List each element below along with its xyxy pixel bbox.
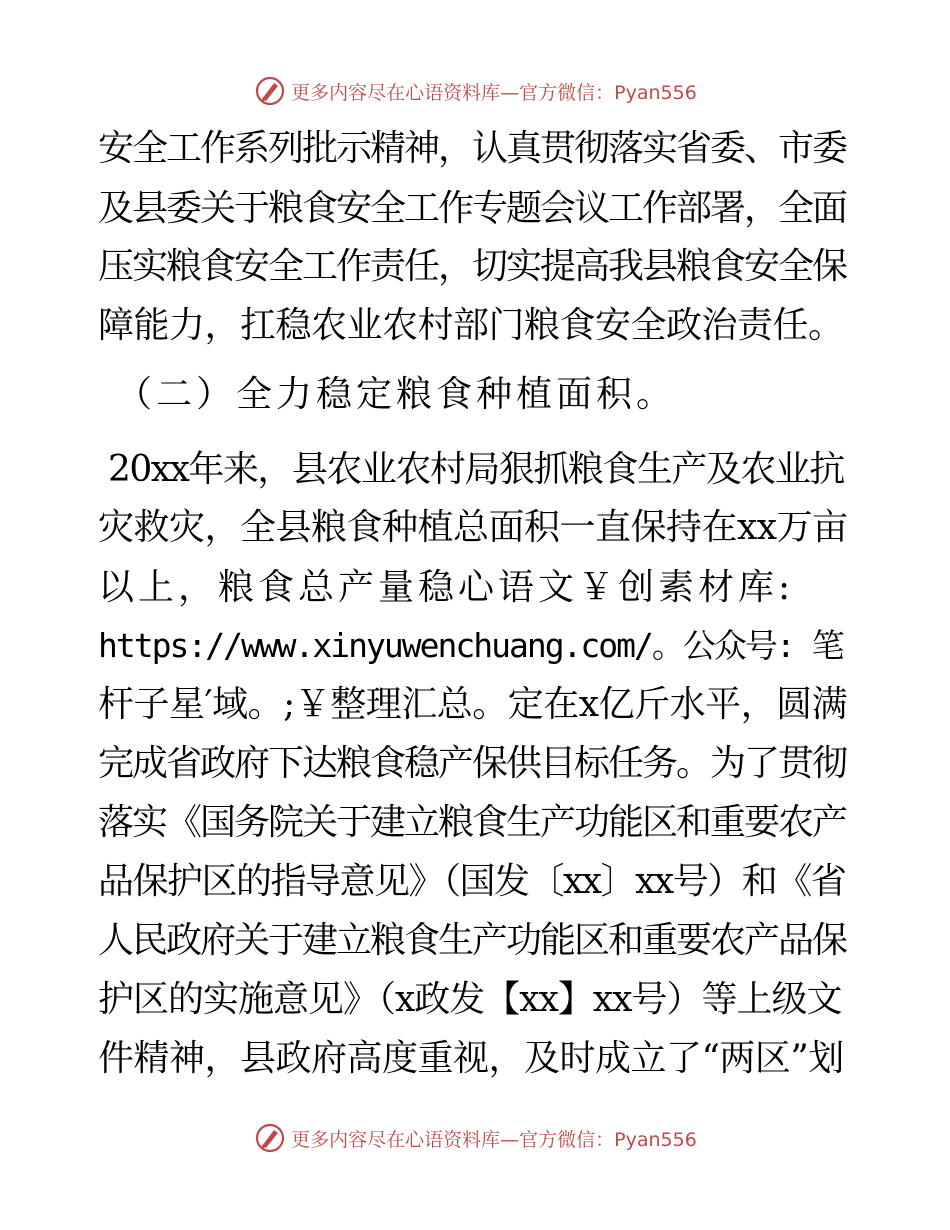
text-line: 压实粮食安全工作责任，切实提高我县粮食安全保 xyxy=(98,246,847,287)
text-line: 灾救灾，全县粮食种植总面积一直保持在xx万亩 xyxy=(98,507,848,548)
pen-logo-icon xyxy=(253,1121,287,1155)
text-line: 件精神，县政府高度重视，及时成立了“两区”划 xyxy=(98,1038,844,1079)
text-line: https://www.xinyuwenchuang.com/。公众号: 笔 xyxy=(98,626,843,665)
text-line: 人民政府关于建立粮食生产功能区和重要农产品保 xyxy=(98,920,847,961)
text-line: 杆子星′域。;￥整理汇总。定在x亿斤水平，圆满 xyxy=(98,684,848,725)
text-line: 护区的实施意见》（x政发【xx】xx号）等上级文 xyxy=(98,979,842,1020)
text-line: 20xx年来，县农业农村局狠抓粮食生产及农业抗 xyxy=(108,449,844,490)
watermark-text: 更多内容尽在心语资料库—官方微信：Pyan556 xyxy=(291,81,697,104)
section-heading: （二）全力稳定粮食种植面积。 xyxy=(116,374,677,415)
watermark-footer xyxy=(0,1121,950,1155)
watermark-header xyxy=(0,74,950,108)
text-line: 完成省政府下达粮食稳产保供目标任务。为了贯彻 xyxy=(98,743,847,784)
text-line: 落实《国务院关于建立粮食生产功能区和重要农产 xyxy=(98,802,847,843)
text-line: 及县委关于粮食安全工作专题会议工作部署，全面 xyxy=(98,188,847,229)
text-line: 品保护区的指导意见》（国发〔xx〕xx号）和《省 xyxy=(98,861,846,902)
pen-logo-icon xyxy=(253,74,287,108)
text-line: 安全工作系列批示精神，认真贯彻落实省委、市委 xyxy=(98,128,847,169)
text-line: 障能力，扛稳农业农村部门粮食安全政治责任。 xyxy=(98,305,844,346)
watermark-text: 更多内容尽在心语资料库—官方微信：Pyan556 xyxy=(291,1128,697,1151)
text-line: 以上，粮食总产量稳心语文￥创素材库: xyxy=(98,567,795,608)
